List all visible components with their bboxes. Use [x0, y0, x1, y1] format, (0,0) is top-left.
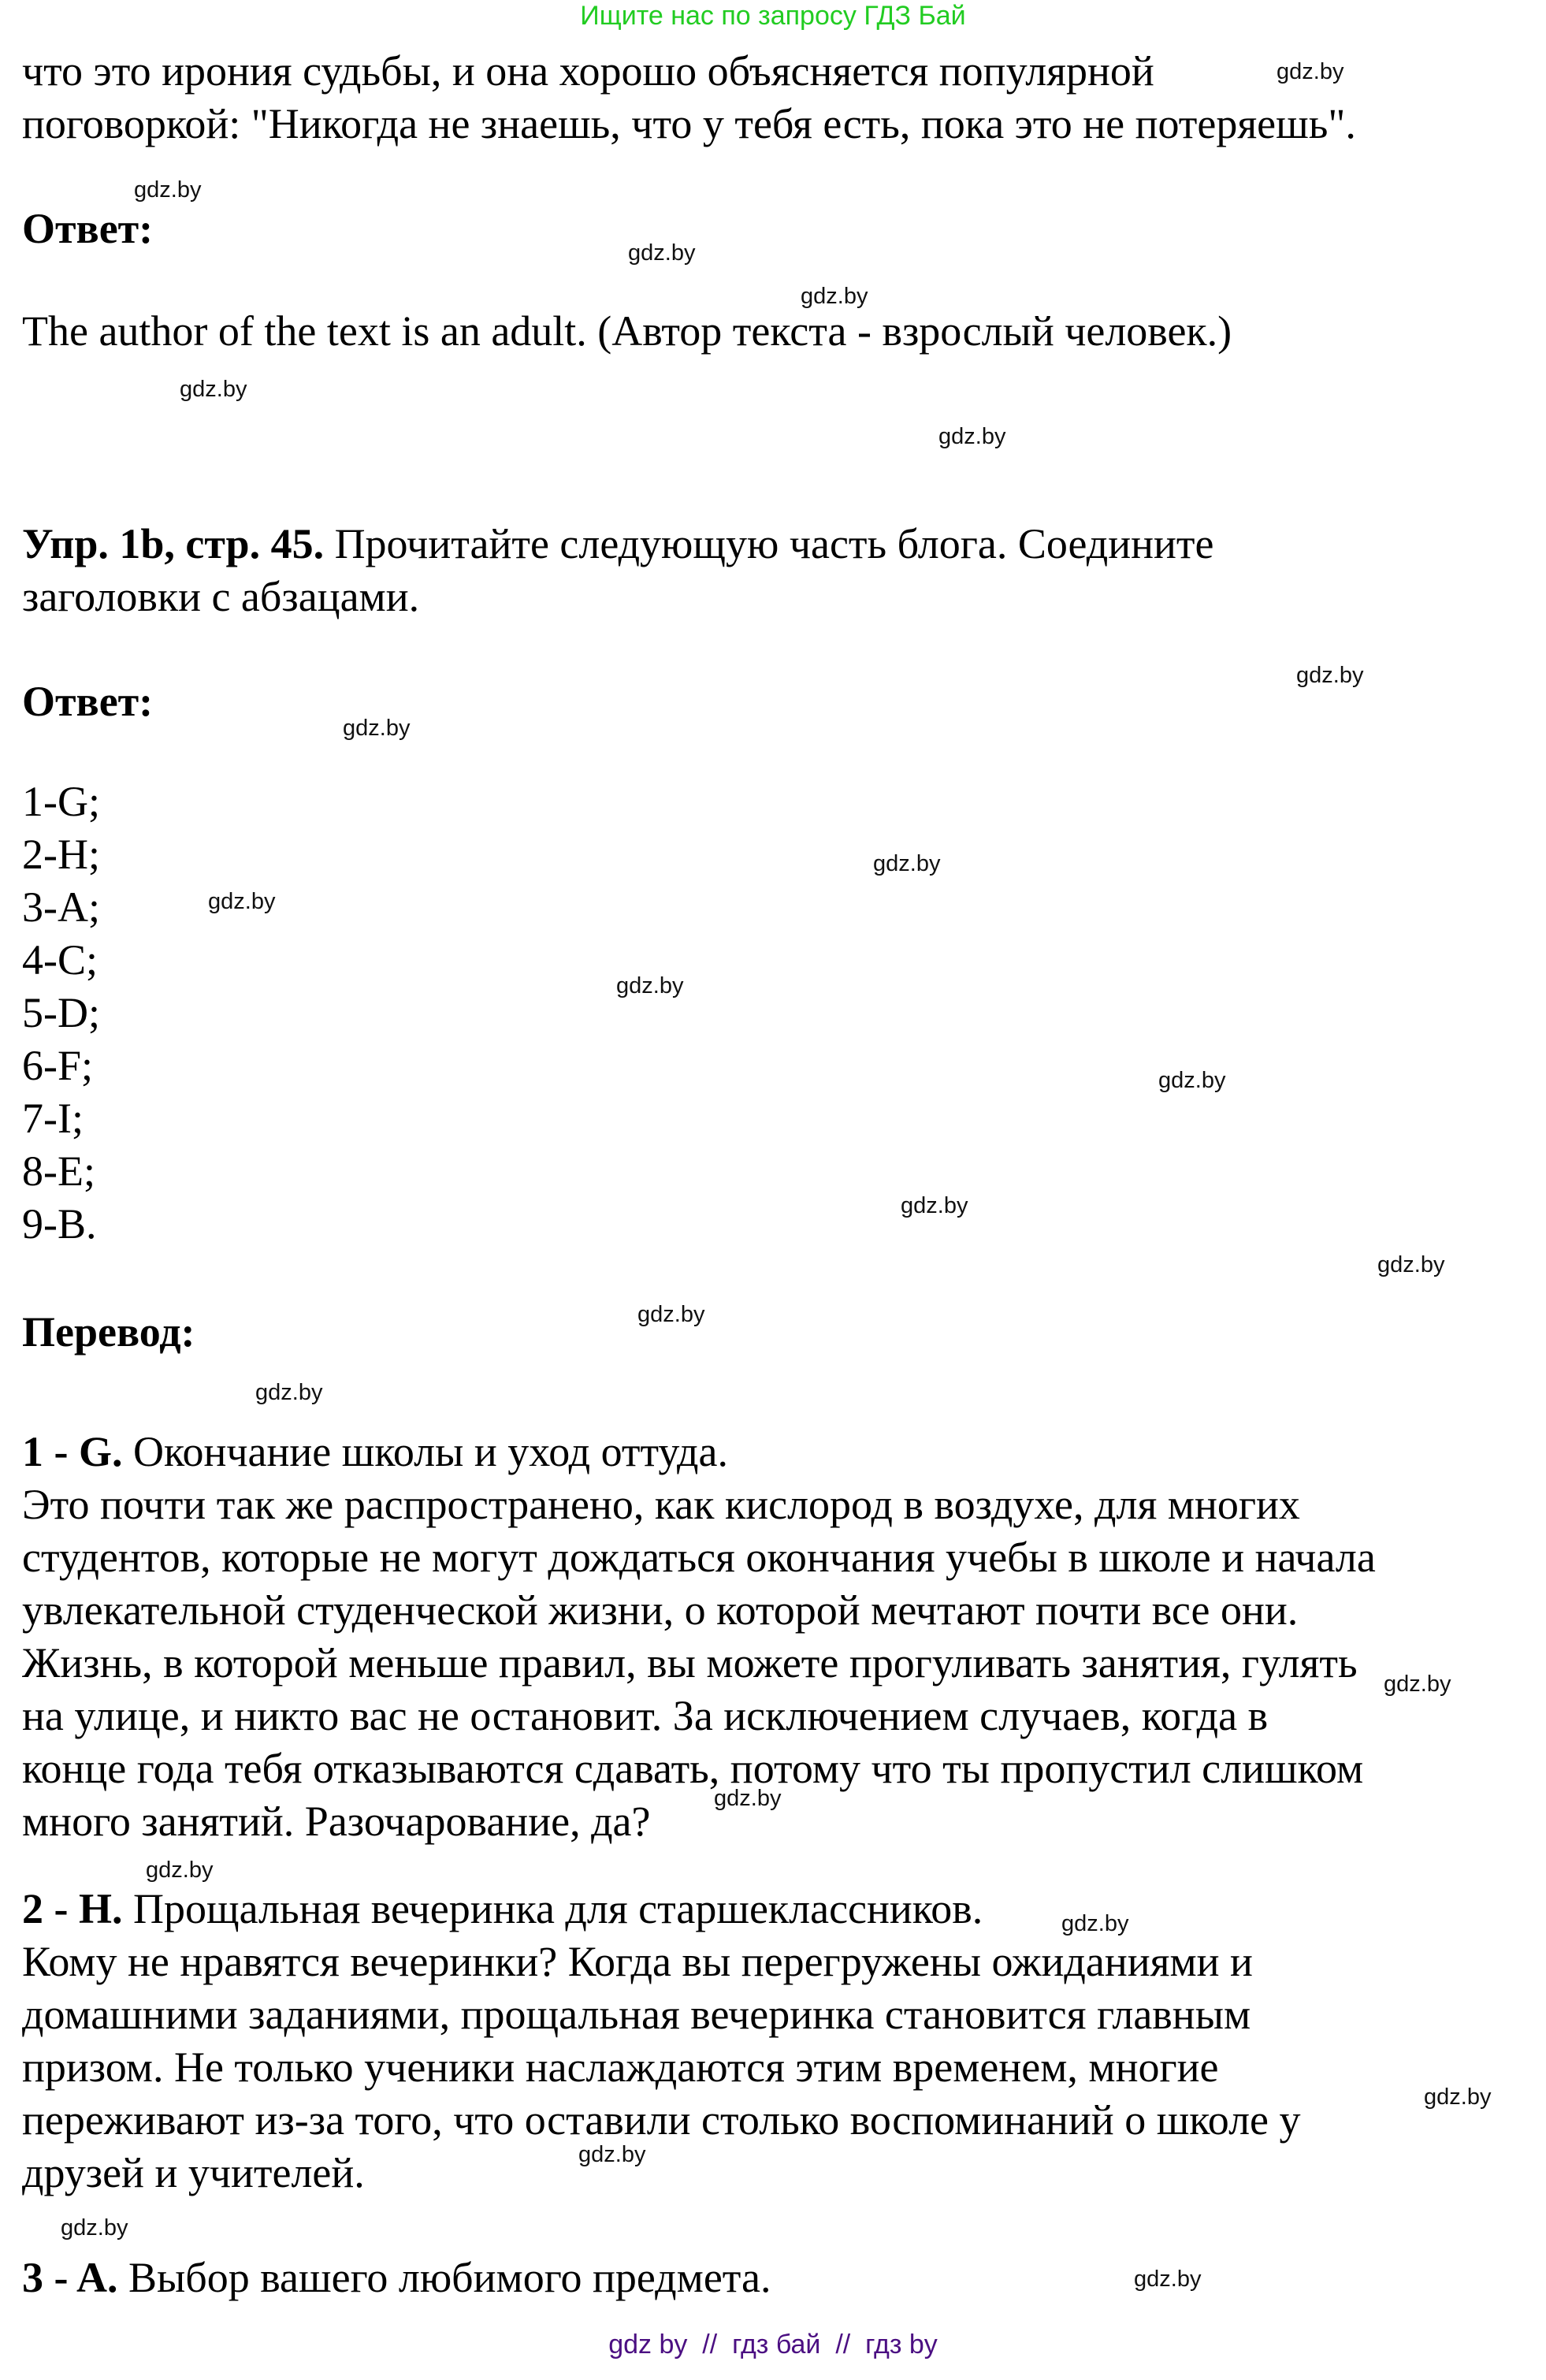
watermark: gdz.by [180, 377, 247, 402]
watermark: gdz.by [1424, 2084, 1492, 2110]
paragraph-line: Кому не нравятся вечеринки? Когда вы перегружены ожиданиями и [22, 1938, 1253, 1985]
paragraph-line: конце года тебя отказываются сдавать, потому что ты пропустил слишком [22, 1745, 1364, 1792]
watermark: gdz.by [146, 1858, 214, 1883]
watermark: gdz.by [801, 284, 868, 309]
section-heading [22, 1883, 983, 1936]
answer-item: 7-I; [22, 1095, 84, 1142]
answer-item: 6-F; [22, 1042, 94, 1089]
search-banner: Ищите нас по запросу ГДЗ Бай [580, 1, 966, 31]
answer-item: 5-D; [22, 989, 100, 1036]
paragraph-line: Это почти так же распространено, как кислород в воздухе, для многих [22, 1481, 1300, 1528]
paragraph-line: студентов, которые не могут дождаться окончания учебы в школе и начала [22, 1534, 1376, 1581]
watermark: gdz.by [714, 1786, 782, 1811]
paragraph-line: переживают из-за того, что оставили столько воспоминаний о школе у [22, 2096, 1301, 2144]
watermark: gdz.by [1384, 1672, 1451, 1697]
watermark: gdz.by [901, 1193, 968, 1218]
exercise-ref: Упр. 1b, стр. 45. [22, 520, 325, 567]
watermark: gdz.by [1134, 2267, 1202, 2292]
watermark: gdz.by [873, 851, 941, 876]
translation-label: Перевод: [22, 1308, 195, 1355]
watermark: gdz.by [134, 177, 202, 203]
watermark: gdz.by [1061, 1911, 1129, 1936]
section-title: Окончание школы и уход оттуда. [122, 1428, 728, 1475]
section-title: Прощальная вечеринка для старшеклассников. [122, 1885, 983, 1932]
watermark: gdz.by [61, 2215, 128, 2241]
watermark: gdz.by [616, 973, 684, 998]
answer-item: 2-H; [22, 831, 100, 878]
answer-text: The author of the text is an adult. (Автор текста - взрослый человек.) [22, 307, 1232, 355]
answer-item: 4-C; [22, 936, 98, 984]
intro-line-1: что это ирония судьбы, и она хорошо объясняется популярной [22, 47, 1154, 95]
exercise-heading-line-2: заголовки с абзацами. [22, 573, 420, 620]
paragraph-line: домашними заданиями, прощальная вечеринка становится главным [22, 1991, 1251, 2038]
watermark: gdz.by [343, 716, 411, 741]
section-title: Выбор вашего любимого предмета. [117, 2254, 771, 2301]
answer-item: 8-E; [22, 1147, 95, 1195]
watermark: gdz.by [255, 1380, 323, 1405]
watermark: gdz.by [628, 240, 696, 266]
section-key: 3 - A. [22, 2254, 118, 2301]
watermark: gdz.by [1277, 59, 1344, 84]
answer-label: Ответ: [22, 205, 154, 252]
watermark: gdz.by [208, 889, 276, 914]
section-heading [22, 2252, 771, 2304]
answer-item: 9-B. [22, 1200, 97, 1248]
watermark: gdz.by [1377, 1252, 1445, 1277]
paragraph-line: много занятий. Разочарование, да? [22, 1798, 651, 1845]
answer-label: Ответ: [22, 678, 154, 725]
intro-line-2: поговоркой: "Никогда не знаешь, что у тебя есть, пока это не потеряешь". [22, 100, 1356, 147]
watermark: gdz.by [938, 424, 1006, 449]
paragraph-line: на улице, и никто вас не остановит. За исключением случаев, когда в [22, 1692, 1269, 1739]
watermark: gdz.by [637, 1302, 705, 1327]
paragraph-line: Жизнь, в которой меньше правил, вы можете прогуливать занятия, гулять [22, 1639, 1358, 1686]
footer-links: gdz by // гдз бай // гдз by [608, 2330, 938, 2360]
paragraph-line: друзей и учителей. [22, 2149, 365, 2196]
watermark: gdz.by [578, 2142, 646, 2167]
watermark: gdz.by [1296, 663, 1364, 688]
exercise-heading-line-1 [22, 518, 1214, 571]
paragraph-line: призом. Не только ученики наслаждаются этим временем, многие [22, 2043, 1219, 2091]
section-key: 1 - G. [22, 1428, 123, 1475]
section-key: 2 - H. [22, 1885, 123, 1932]
answer-item: 3-A; [22, 883, 100, 931]
answer-item: 1-G; [22, 778, 100, 825]
paragraph-line: увлекательной студенческой жизни, о которой мечтают почти все они. [22, 1586, 1299, 1634]
exercise-instruction: Прочитайте следующую часть блога. Соедините [324, 520, 1214, 567]
watermark: gdz.by [1158, 1068, 1226, 1093]
section-heading [22, 1426, 728, 1478]
